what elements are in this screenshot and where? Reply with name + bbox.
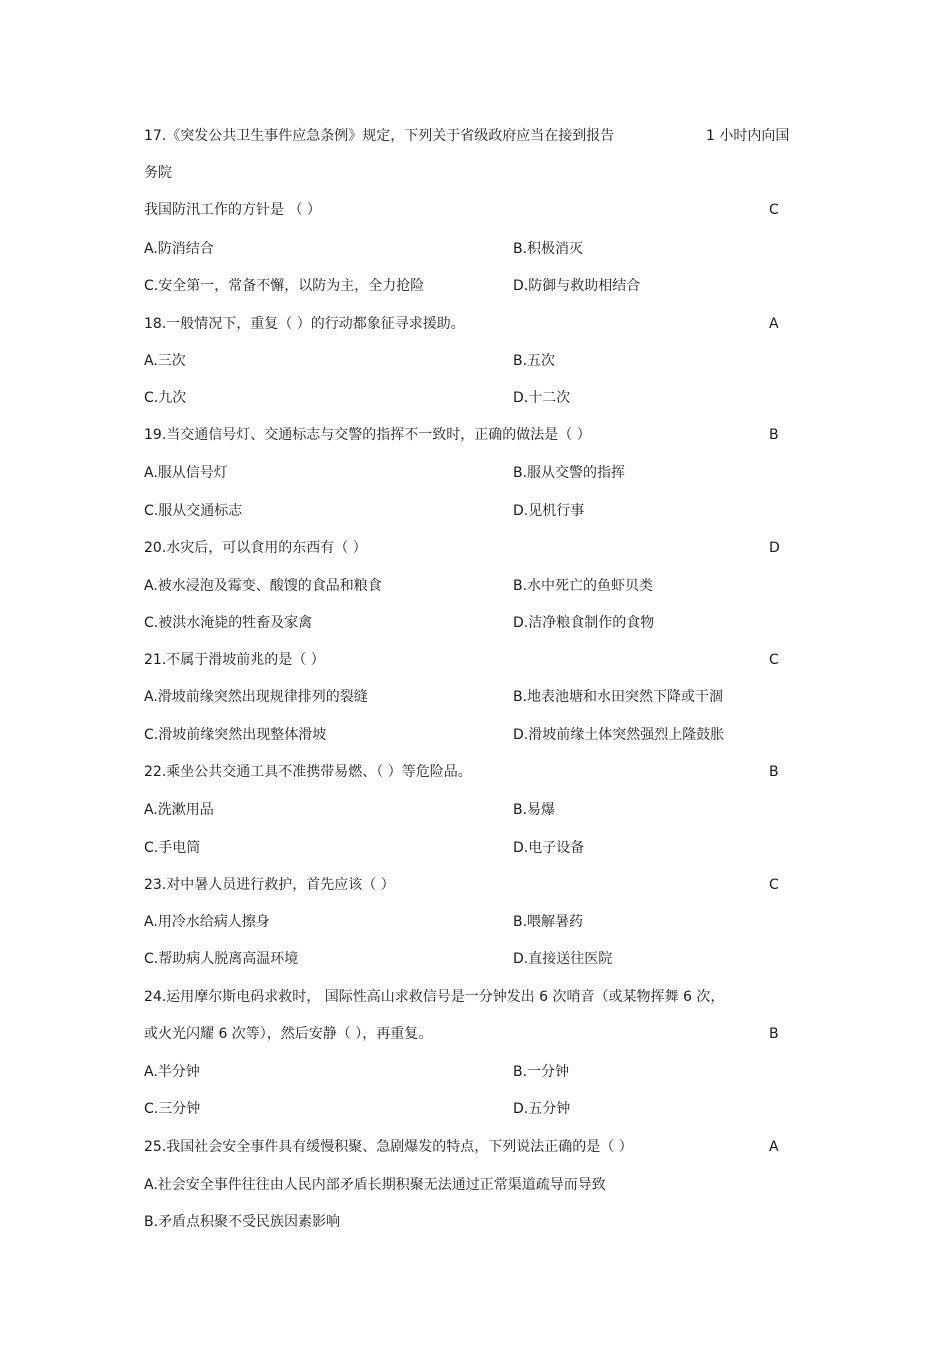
q23-option-d: D.直接送往医院: [513, 951, 613, 967]
q19-option-a: A.服从信号灯: [144, 465, 228, 481]
q17-option-b: B.积极消灭: [513, 241, 584, 257]
q19-option-d: D.见机行事: [513, 503, 585, 519]
q17-stem-line3: 我国防汛工作的方针是 （ ）: [144, 202, 321, 218]
q17-stem-line2: 务院: [144, 165, 172, 181]
q24-answer: B: [769, 1026, 779, 1042]
q24-option-c: C.三分钟: [144, 1101, 201, 1117]
q21-option-b: B.地表池塘和水田突然下降或干涸: [513, 689, 724, 705]
q22-option-a: A.洗漱用品: [144, 802, 214, 818]
q20-option-a: A.被水浸泡及霉变、酸馊的食品和粮食: [144, 578, 382, 594]
q22-option-d: D.电子设备: [513, 840, 585, 856]
q20-option-b: B.水中死亡的鱼虾贝类: [513, 578, 654, 594]
q21-option-c: C.滑坡前缘突然出现整体滑坡: [144, 727, 327, 743]
q23-answer: C: [769, 877, 779, 893]
q24-stem-line2: 或火光闪耀 6 次等），然后安静（ ），再重复。: [144, 1026, 433, 1042]
q24-option-a: A.半分钟: [144, 1064, 200, 1080]
q20-stem: 20.水灾后，可以食用的东西有（ ）: [144, 540, 367, 556]
q22-option-c: C.手电筒: [144, 840, 201, 856]
q21-stem: 21.不属于滑坡前兆的是（ ）: [144, 652, 325, 668]
q21-answer: C: [769, 652, 779, 668]
q17-option-d: D.防御与救助相结合: [513, 278, 641, 294]
q19-answer: B: [769, 427, 779, 443]
q23-stem: 23.对中暑人员进行救护，首先应该（ ）: [144, 877, 395, 893]
q20-answer: D: [769, 540, 780, 556]
q23-option-c: C.帮助病人脱离高温环境: [144, 951, 299, 967]
q22-stem: 22.乘坐公共交通工具不准携带易燃、（ ）等危险品。: [144, 764, 472, 780]
q25-answer: A: [769, 1139, 779, 1155]
q19-option-b: B.服从交警的指挥: [513, 465, 626, 481]
q20-option-d: D.洁净粮食制作的食物: [513, 615, 655, 631]
q25-option-a: A.社会安全事件往往由人民内部矛盾长期积聚无法通过正常渠道疏导而导致: [144, 1177, 606, 1193]
q19-stem: 19.当交通信号灯、交通标志与交警的指挥不一致时，正确的做法是（ ）: [144, 427, 591, 443]
q21-option-d: D.滑坡前缘土体突然强烈上隆鼓胀: [513, 727, 725, 743]
q18-answer: A: [769, 316, 779, 332]
q18-option-c: C.九次: [144, 390, 187, 406]
q22-answer: B: [769, 764, 779, 780]
q17-option-c: C.安全第一，常备不懈，以防为主，全力抢险: [144, 278, 425, 294]
q17-stem-line1: 17.《突发公共卫生事件应急条例》规定，下列关于省级政府应当在接到报告: [144, 128, 615, 144]
q23-option-a: A.用冷水给病人擦身: [144, 914, 270, 930]
q17-answer: C: [769, 202, 779, 218]
q18-stem: 18.一般情况下，重复（ ）的行动都象征寻求援助。: [144, 316, 465, 332]
q17-option-a: A.防消结合: [144, 241, 214, 257]
q19-option-c: C.服从交通标志: [144, 503, 243, 519]
q20-option-c: C.被洪水淹毙的牲畜及家禽: [144, 615, 313, 631]
q25-option-b: B.矛盾点积聚不受民族因素影响: [144, 1214, 341, 1230]
q22-option-b: B.易爆: [513, 802, 556, 818]
q21-option-a: A.滑坡前缘突然出现规律排列的裂缝: [144, 689, 368, 705]
q24-stem-line1: 24.运用摩尔斯电码求救时， 国际性高山求救信号是一分钟发出 6 次哨音（或某物挥舞 6 次，: [144, 989, 725, 1005]
q24-option-b: B.一分钟: [513, 1064, 570, 1080]
q18-option-b: B.五次: [513, 353, 556, 369]
q23-option-b: B.喂解暑药: [513, 914, 584, 930]
q18-option-a: A.三次: [144, 353, 186, 369]
q18-option-d: D.十二次: [513, 390, 571, 406]
q17-stem-line1-tail: 1 小时内向国: [706, 128, 790, 144]
q24-option-d: D.五分钟: [513, 1101, 571, 1117]
q25-stem: 25.我国社会安全事件具有缓慢积聚、急剧爆发的特点，下列说法正确的是（ ）: [144, 1139, 633, 1155]
